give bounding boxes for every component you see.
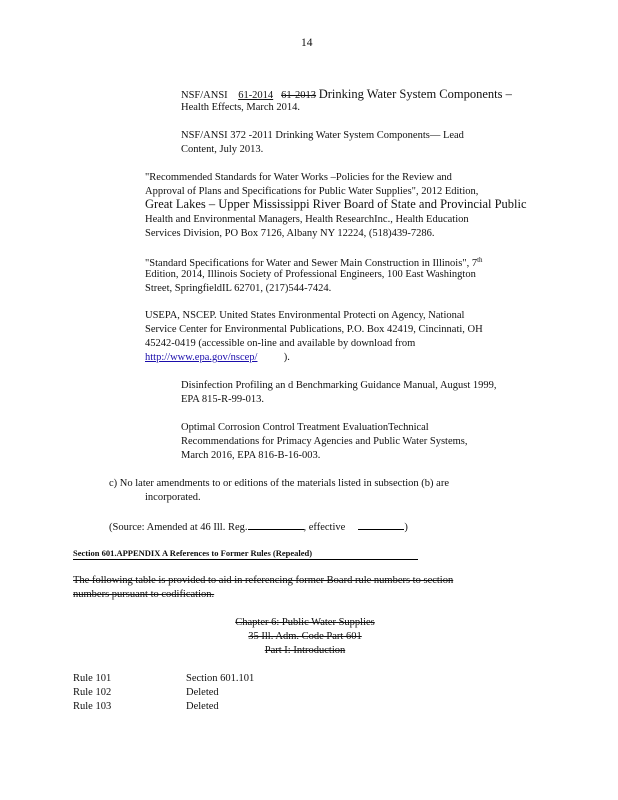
corrosion-line3: March 2016, EPA 816-B-16-003. xyxy=(181,450,321,461)
table-title-line3: Part I: Introduction xyxy=(264,645,346,656)
nsf61-line2: Health Effects, March 2014. xyxy=(181,102,301,113)
nsf61-new-version: 61-2014 xyxy=(238,90,274,101)
usepa-line3: 45242-0419 (accessible on-line and available by download from xyxy=(145,338,416,349)
nsf372-line2: Content, July 2013. xyxy=(181,144,264,155)
nsf372-line1: NSF/ANSI 372 -2011 Drinking Water System Components— Lead xyxy=(181,130,464,141)
section-header: Section 601.APPENDIX A References to Former Rules (Repealed) xyxy=(73,547,418,560)
usepa-line2: Service Center for Environmental Publications, P.O. Box 42419, Cincinnati, OH xyxy=(145,324,483,335)
usepa-link-suffix: ). xyxy=(283,352,290,363)
source-note-close: ) xyxy=(404,522,408,533)
table-title-line1: Chapter 6: Public Water Supplies xyxy=(235,617,375,628)
usepa-line1: USEPA, NSCEP. United States Environmental Protecti on Agency, National xyxy=(145,310,465,321)
recommended-line5: Services Division, PO Box 7126, Albany NY 12224, (518)439-7286. xyxy=(145,228,435,239)
subsection-c-line1: c) No later amendments to or editions of the materials listed in subsection (b) are xyxy=(109,478,449,489)
recommended-line2: Approval of Plans and Specifications for Public Water Supplies", 2012 Edition, xyxy=(145,186,479,197)
recommended-line4: Health and Environmental Managers, Health ResearchInc., Health Education xyxy=(145,214,469,225)
epa-nscep-link[interactable]: http://www.epa.gov/nscep/ xyxy=(145,352,258,363)
source-note xyxy=(109,519,408,535)
nsf61-old-version: 61-2013 xyxy=(281,90,317,101)
struck-intro-line1: The following table is provided to aid in referencing former Board rule numbers to section xyxy=(73,575,454,586)
nsf61-title: Drinking Water System Components – xyxy=(318,87,512,101)
recommended-line1: "Recommended Standards for Water Works –Policies for the Review and xyxy=(145,172,452,183)
corrosion-line1: Optimal Corrosion Control Treatment EvaluationTechnical xyxy=(181,422,429,433)
usepa-line4 xyxy=(145,351,290,365)
struck-intro-line2: numbers pursuant to codification. xyxy=(73,589,215,600)
recommended-line3: Great Lakes – Upper Mississippi River Board of State and Provincial Public xyxy=(145,197,527,211)
standard-specs-sup: th xyxy=(477,256,483,264)
table-title-line2: 35 Ill. Adm. Code Part 601 xyxy=(248,631,362,642)
standard-specs-line3: Street, SpringfieldIL 62701, (217)544-7424. xyxy=(145,283,332,294)
rule-row-rule: Rule 103 xyxy=(73,701,112,712)
disinfection-line1: Disinfection Profiling an d Benchmarking Guidance Manual, August 1999, xyxy=(181,380,497,391)
rule-row-rule: Rule 101 xyxy=(73,673,112,684)
standard-specs-line2: Edition, 2014, Illinois Society of Professional Engineers, 100 East Washington xyxy=(145,269,476,280)
page-number: 14 xyxy=(301,37,313,49)
disinfection-line2: EPA 815-R-99-013. xyxy=(181,394,265,405)
nsf61-prefix: NSF/ANSI xyxy=(181,90,228,101)
source-note-effective: , effective xyxy=(303,522,346,533)
rule-row-section: Deleted xyxy=(186,701,219,712)
rule-row-section: Section 601.101 xyxy=(186,673,255,684)
source-note-prefix: (Source: Amended at 46 Ill. Reg. xyxy=(109,522,248,533)
effective-date-blank xyxy=(358,519,404,530)
rule-row-section: Deleted xyxy=(186,687,219,698)
subsection-c-line2: incorporated. xyxy=(145,492,201,503)
standard-specs-line1-text: "Standard Specifications for Water and Sewer Main Construction in Illinois", 7 xyxy=(145,258,478,269)
register-blank xyxy=(248,519,304,530)
rule-row-rule: Rule 102 xyxy=(73,687,112,698)
corrosion-line2: Recommendations for Primacy Agencies and Public Water Systems, xyxy=(181,436,468,447)
